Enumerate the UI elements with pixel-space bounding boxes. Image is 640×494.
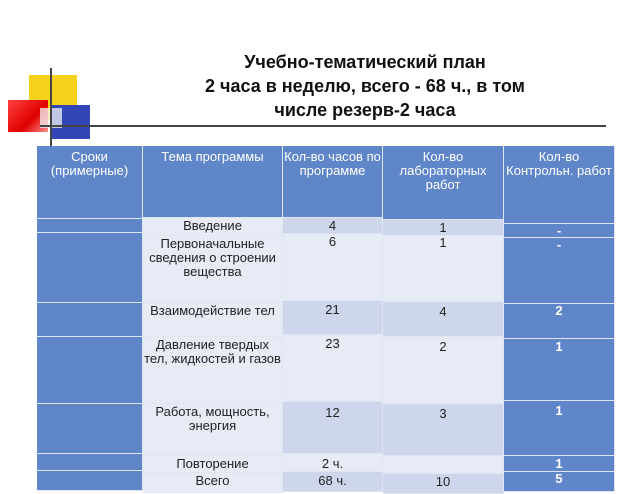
header-labs: Кол-во лабораторных работ: [383, 146, 504, 220]
hours-cell: 21: [283, 301, 383, 335]
topic-cell: Давление твердых тел, жидкостей и газов: [143, 337, 283, 404]
topic-cell: Первоначальные сведения о строении вещества: [143, 236, 283, 303]
hours-cell: 23: [283, 335, 383, 402]
terms-cell: [37, 337, 143, 404]
topic-cell: Повторение: [143, 456, 283, 473]
terms-cell: [37, 404, 143, 454]
labs-cell: 3: [383, 404, 504, 456]
hours-cell: 6: [283, 234, 383, 301]
labs-cell: 1: [383, 236, 504, 302]
terms-cell: [37, 233, 143, 303]
terms-cell: [37, 454, 143, 471]
header-topic: Тема программы: [143, 146, 283, 218]
labs-cell: 10: [383, 474, 504, 494]
terms-cell: [37, 471, 143, 491]
plan-table: [37, 146, 615, 489]
tests-cell: -: [504, 224, 615, 238]
decor-horizontal-line: [40, 125, 606, 127]
tests-cell: 5: [504, 472, 615, 492]
hours-cell: 68 ч.: [283, 472, 383, 492]
page-title: [110, 50, 620, 122]
terms-cell: [37, 303, 143, 337]
hours-cell: 12: [283, 402, 383, 454]
topic-cell: Всего: [143, 473, 283, 493]
labs-cell: 4: [383, 302, 504, 337]
topic-cell: Введение: [143, 218, 283, 236]
terms-cell: [37, 219, 143, 233]
header-tests: Кол-во Контрольн. работ: [504, 146, 615, 224]
header-terms: Сроки (примерные): [37, 146, 143, 219]
hours-cell: 4: [283, 218, 383, 234]
tests-cell: -: [504, 238, 615, 304]
labs-cell: 1: [383, 220, 504, 236]
tests-cell: 2: [504, 304, 615, 339]
tests-cell: 1: [504, 401, 615, 456]
topic-cell: Работа, мощность, энергия: [143, 404, 283, 456]
tests-cell: 1: [504, 339, 615, 401]
labs-cell: [383, 456, 504, 474]
decor-vertical-line: [50, 68, 52, 148]
labs-cell: 2: [383, 337, 504, 404]
hours-cell: 2 ч.: [283, 454, 383, 472]
title-line-2: 2 часа в неделю, всего - 68 ч., в том: [205, 76, 525, 96]
title-line-3: числе резерв-2 часа: [274, 100, 456, 120]
topic-cell: Взаимодействие тел: [143, 303, 283, 337]
tests-cell: 1: [504, 456, 615, 472]
title-line-1: Учебно-тематический план: [244, 52, 486, 72]
header-hours: Кол-во часов по программе: [283, 146, 383, 218]
